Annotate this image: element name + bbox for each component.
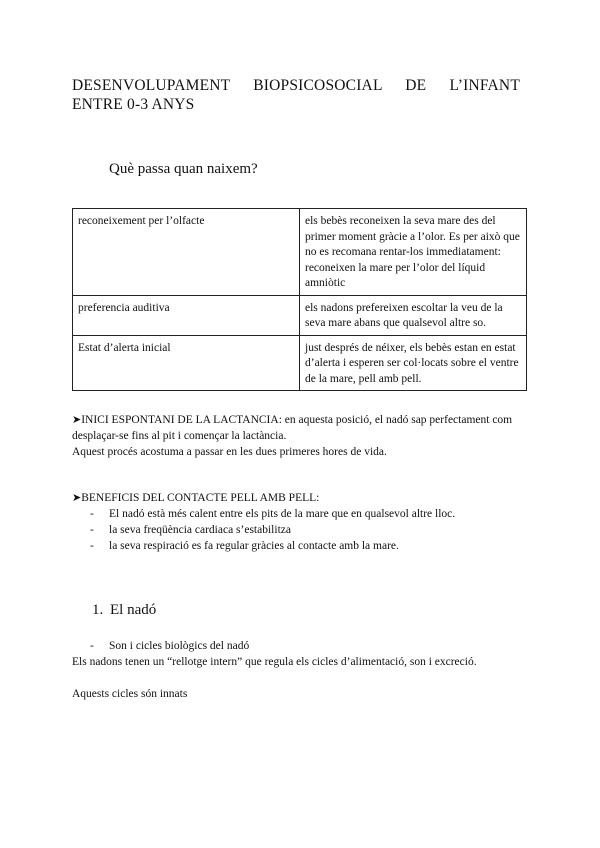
lactancia-line xyxy=(72,412,532,444)
innate-text: Aquests cicles són innats xyxy=(72,688,188,700)
lactancia-paragraph xyxy=(72,412,532,460)
table-description: els bebès reconeixen la seva mare des del primer moment gràcie a l’olor. Es per això que no es recomana rentar-los immediatament: reconeixen la mare per l’olor del líquid amniòtic xyxy=(300,209,527,296)
document-title xyxy=(72,76,520,114)
section-number: 1. xyxy=(92,602,104,618)
list-item: - Son i cicles biològics del nadó xyxy=(72,638,532,654)
section-title: El nadó xyxy=(110,602,157,618)
list-item: - El nadó està més calent entre els pits de la mare que en qualsevol altre lloc. xyxy=(72,506,532,522)
list-item: - la seva respiració es fa regular gràcies al contacte amb la mare. xyxy=(72,538,532,554)
table-term: Estat d’alerta inicial xyxy=(73,335,300,391)
title-line-1: DESENVOLUPAMENT BIOPSICOSOCIAL DE L’INFANT xyxy=(72,77,520,94)
cycles-text: Els nadons tenen un “rellotge intern” que regula els cicles d’alimentació, son i excreció. xyxy=(72,656,477,668)
arrow-bullet-icon: ➤ xyxy=(72,413,82,426)
table-description: just després de néixer, els bebès estan en estat d’alerta i esperen ser col·locats sobre el ventre de la mare, pell amb pell. xyxy=(300,335,527,391)
beneficis-list xyxy=(72,506,532,554)
beneficis-heading-line xyxy=(72,490,532,506)
info-table xyxy=(72,208,527,391)
subtitle: Què passa quan naixem? xyxy=(109,161,258,177)
list-item: - la seva freqüència cardiaca s’estabilitza xyxy=(72,522,532,538)
table-term: reconeixement per l’olfacte xyxy=(73,209,300,296)
cycles-section xyxy=(72,638,532,670)
beneficis-heading: BENEFICIS DEL CONTACTE PELL AMB PELL: xyxy=(81,492,320,504)
section-heading xyxy=(92,602,156,619)
lactancia-heading: INICI ESPONTANI DE LA LACTANCIA: xyxy=(81,414,282,426)
table-description: els nadons prefereixen escoltar la veu de la seva mare abans que qualsevol altre so. xyxy=(300,295,527,335)
title-line-2: ENTRE 0-3 ANYS xyxy=(72,96,195,113)
arrow-bullet-icon: ➤ xyxy=(72,491,82,504)
table-term: preferencia auditiva xyxy=(73,295,300,335)
beneficis-section xyxy=(72,490,532,554)
table-row xyxy=(73,335,527,391)
lactancia-line-2: Aquest procés acostuma a passar en les dues primeres hores de vida. xyxy=(72,446,387,458)
cycles-list xyxy=(72,638,532,654)
table-row xyxy=(73,295,527,335)
table-row xyxy=(73,209,527,296)
lactancia-text: en aquesta posició, el nadó sap perfectament com desplaçar-se fins al pit i començar la lactància. xyxy=(72,414,513,442)
